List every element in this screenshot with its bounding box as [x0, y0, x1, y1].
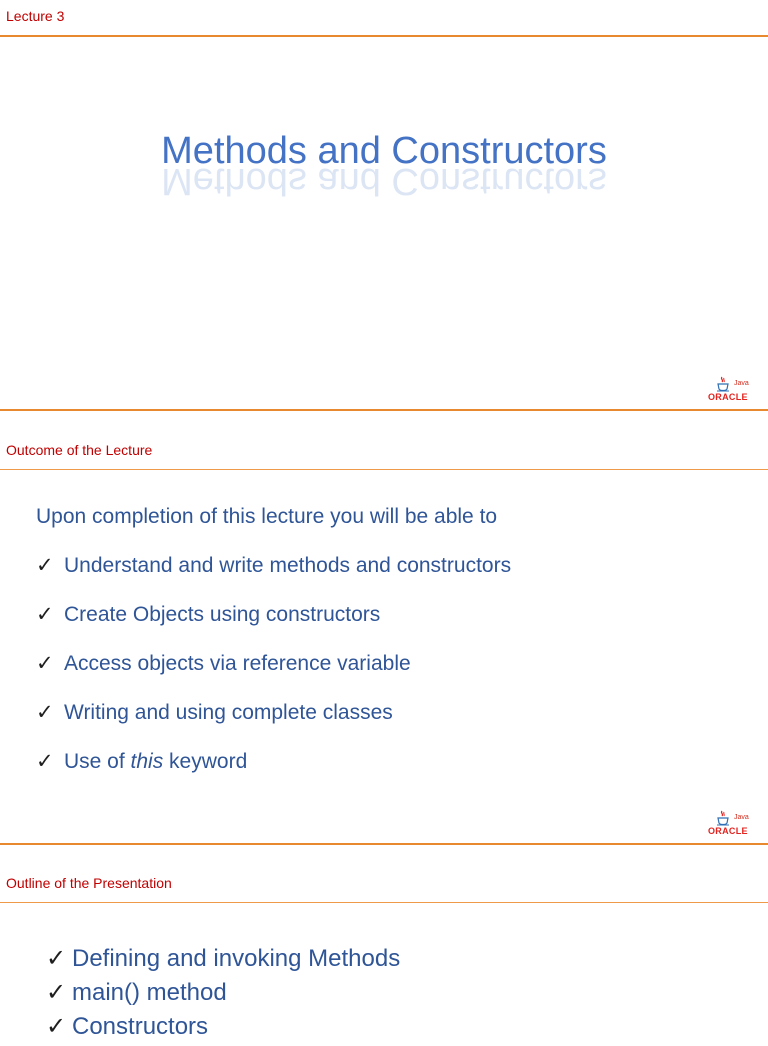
outline-item: [46, 944, 400, 978]
outcome-item: [36, 553, 511, 602]
checkmark-icon: ✓: [36, 603, 54, 626]
checkmark-icon: ✓: [46, 945, 67, 972]
outcome-item-text-before: Use of: [64, 750, 131, 773]
slide2-top-rule: [0, 469, 768, 470]
outline-item-text: main() method: [72, 979, 227, 1006]
outline-item-text: Constructors: [72, 1013, 209, 1040]
outcome-item-text: Understand and write methods and constructors: [64, 554, 512, 577]
checkmark-icon: ✓: [36, 701, 54, 724]
checkmark-icon: ✓: [36, 750, 54, 773]
checkmark-icon: ✓: [36, 652, 54, 675]
slide1-top-rule: [0, 35, 768, 37]
java-logo-text: Java: [734, 380, 749, 387]
checkmark-icon: ✓: [46, 1013, 67, 1040]
outcome-item-text: Create Objects using constructors: [64, 603, 381, 626]
oracle-logo-text: ORACLE: [708, 392, 748, 402]
slide2-bottom-rule: [0, 843, 768, 845]
outline-item-text: Defining and invoking Methods: [72, 945, 401, 972]
outcome-item: [36, 602, 511, 651]
outcome-item-text-after: keyword: [163, 750, 248, 773]
oracle-logo-text: ORACLE: [708, 826, 748, 836]
outcome-item: [36, 651, 511, 700]
java-cup-icon: [716, 810, 730, 826]
slide1-bottom-rule: [0, 409, 768, 411]
checkmark-icon: ✓: [36, 554, 54, 577]
slide-title: Methods and Constructors: [161, 130, 607, 172]
this-keyword: this: [130, 750, 164, 773]
lecture-label: Lecture 3: [6, 8, 65, 24]
java-logo-text: Java: [734, 814, 749, 821]
outcome-heading: Outcome of the Lecture: [6, 442, 153, 458]
outcome-item-text: Writing and using complete classes: [64, 701, 393, 724]
outcome-intro: Upon completion of this lecture you will be able to: [36, 505, 498, 528]
java-oracle-logo: [704, 810, 760, 840]
java-cup-icon: [716, 376, 730, 392]
slide-title-reflection: Methods and Constructors: [161, 160, 607, 202]
outcome-item-text: Access objects via reference variable: [64, 652, 411, 675]
outcome-item: [36, 749, 511, 798]
outcome-list: [36, 553, 511, 798]
checkmark-icon: ✓: [46, 979, 67, 1006]
outline-item: [46, 1012, 400, 1046]
outline-heading: Outline of the Presentation: [6, 875, 172, 891]
java-oracle-logo: [704, 376, 760, 406]
slide3-top-rule: [0, 902, 768, 903]
outline-list: [46, 944, 400, 1046]
outcome-item: [36, 700, 511, 749]
outline-item: [46, 978, 400, 1012]
